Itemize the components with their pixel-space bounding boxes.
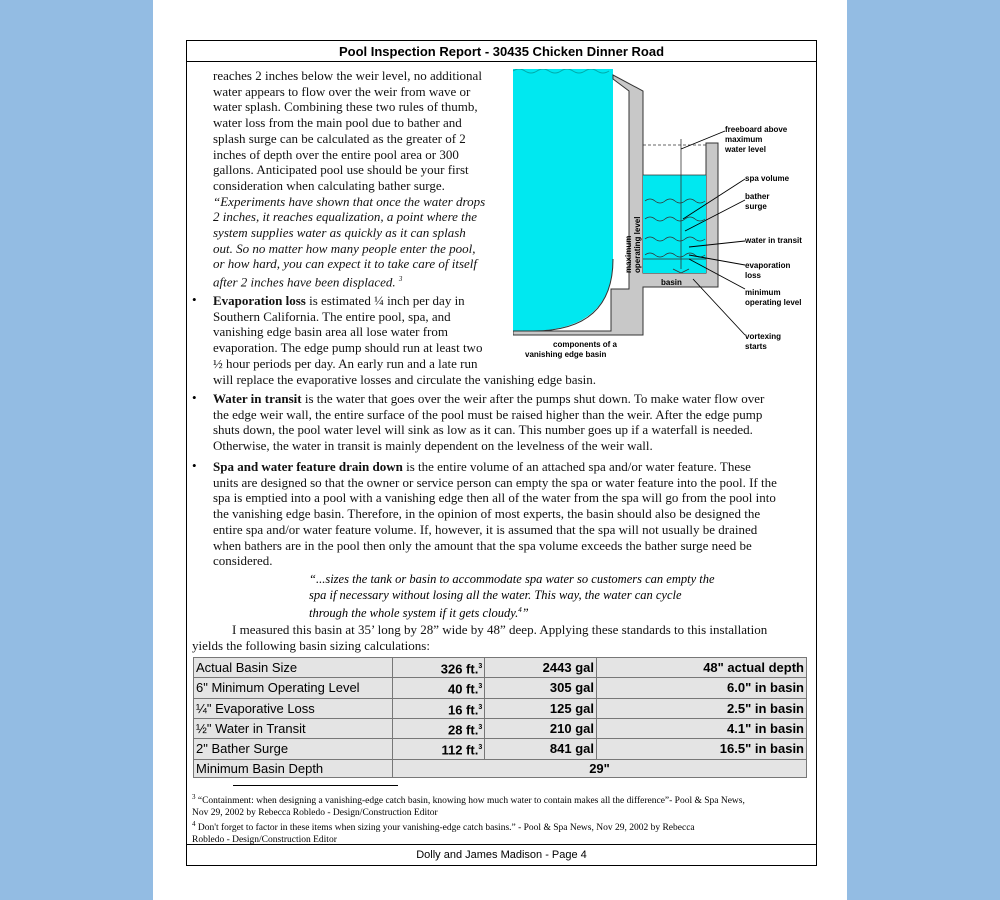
components-label: components of a vanishing edge basin [525,340,618,359]
table-row [194,678,807,698]
report-header: Pool Inspection Report - 30435 Chicken Dinner Road [187,41,816,62]
spa-quote [309,572,779,622]
footnote-ref: 4 [518,606,522,614]
vanishing-edge-basin-diagram [513,69,811,361]
vortexing-label: vortexing starts [745,332,782,351]
text-line: water loss from the main pool due to bather and [213,115,462,131]
text-line: vanishing edge basin area all lose water from [213,324,448,340]
row-label: ¼" Evaporative Loss [194,698,393,718]
measurement-paragraph [192,622,812,653]
footnote-text: “Containment: when designing a vanishing-edge catch basin, knowing how much water to contain makes all the difference”- Pool & Spa News, [197,796,745,807]
depth-cell: 2.5" in basin [597,698,807,718]
row-label: Actual Basin Size [194,658,393,678]
cube-superscript: 3 [478,703,483,711]
footnote-ref: 3 [398,275,403,284]
footnote-3 [192,792,810,808]
text-line: inches of depth over the entire pool area or 300 [213,146,459,162]
footnote-text: Robledo - Design/Construction Editor [192,834,337,845]
basin-label: basin [661,278,682,287]
footnote-number: 3 [192,793,196,801]
volume-value: 40 ft. [447,681,479,697]
gallons-cell: 841 gal [485,739,597,759]
volume-value: 112 ft. [441,742,479,758]
text-line: Otherwise, the water in transit is mainly dependent on the levelness of the weir wall. [213,438,653,454]
footnote-4 [192,819,810,835]
volume-cell [393,678,485,698]
footnote-text: Nov 29, 2002 by Rebecca Robledo - Design/Construction Editor [192,807,438,818]
quote-line: system supplies water as quickly as it can splash [213,225,466,241]
text-line [213,391,813,407]
pool-water [513,69,613,331]
basin-water [643,175,706,273]
basin-sizing-table [193,657,807,778]
quote-line: “...sizes the tank or basin to accommodate spa water so customers can empty the [309,572,715,586]
volume-cell [393,739,485,759]
cube-superscript: 3 [478,663,483,670]
text-line: reaches 2 inches below the weir level, no additional [213,68,482,83]
quote-line: out. So no matter how many people enter the pool, [213,240,476,256]
transit-paragraph [213,391,813,454]
text-line: entire spa and/or water feature volume. If, however, it is assumed that the spa will not usually be drained [213,521,758,537]
footnote-number: 4 [192,820,196,829]
cube-superscript: 3 [478,683,483,691]
text-run: is the water that goes over the weir after the pumps shut down. To make water flow over [301,391,765,406]
volume-cell [393,698,485,718]
text-line: gallons. Anticipated pool use should be your first [213,162,469,178]
footnote-text: Don't forget to factor in these items when sizing your vanishing-edge catch basins.” - Pool & Spa News, Nov 29, 2002 by Rebecca [195,823,695,834]
text-line: evaporation. The edge pump should run at least two [213,340,483,356]
text-line: yields the following basin sizing calculations: [192,637,430,653]
spa-title: Spa and water feature drain down [213,459,403,474]
text-line: shuts down, the pool water level will sink as low as it can. This number goes up if a waterfall is needed. [213,422,753,438]
gallons-cell: 2443 gal [485,658,597,678]
freeboard-label: freeboard above maximum water level [725,125,788,154]
text-line: when bathers are in the pool then only the amount that the spa volume exceeds the bather surge need be [213,537,752,553]
text-line: the edge weir wall, the entire surface of the pool must be raised higher than the weir. After the edge pump [213,406,763,422]
text-line: Southern California. The entire pool, spa, and [213,308,451,324]
text-line: I measured this basin at 35’ long by 28” wide by 48” deep. Applying these standards to this installation [232,622,768,637]
text-line: ½ hour periods per day. An early run and a late run [213,355,478,371]
cube-superscript: 3 [478,723,483,731]
quote-line: “Experiments have shown that once the water drops [213,193,486,209]
depth-cell: 6.0" in basin [597,678,807,698]
bullet-icon: • [192,292,197,307]
text-line: will replace the evaporative losses and circulate the vanishing edge basin. [213,371,596,387]
text-line: water appears to flow over the weir from wave or [213,83,471,99]
table-row [194,658,807,678]
quote-text: after 2 inches have been displaced. [213,274,396,290]
gallons-cell: 210 gal [485,718,597,738]
depth-cell: 48" actual depth [597,658,807,678]
row-label: Minimum Basin Depth [194,759,393,777]
text-line: splash surge can be calculated as the greater of 2 [213,130,466,146]
evaporation-title: Evaporation loss [213,293,306,308]
table-row [194,718,807,738]
depth-cell: 16.5" in basin [597,739,807,759]
quote-line: or how hard, you can expect it to take care of itself [213,256,478,272]
gallons-cell: 305 gal [485,678,597,698]
text-line: consideration when calculating bather surge. [213,177,445,193]
row-label: ½" Water in Transit [194,718,393,738]
bullet-icon: • [192,390,197,405]
page-footer: Dolly and James Madison - Page 4 [187,844,816,865]
spa-volume-label: spa volume [745,174,790,183]
cube-superscript: 3 [478,744,483,752]
transit-title: Water in transit [213,391,302,406]
bather-surge-label: bather surge [745,192,770,211]
quote-line: 2 inches, it reaches equalization, a point where the [213,209,478,225]
text-line: considered. [213,553,273,569]
footnote-separator [233,785,398,786]
text-line [213,459,813,475]
row-label: 6" Minimum Operating Level [194,678,393,698]
volume-value: 326 ft. [440,661,479,677]
volume-cell [393,718,485,738]
quote-text: through the whole system if it gets cloudy. [309,606,519,621]
volume-value: 16 ft. [447,701,479,717]
bullet-icon: • [192,458,197,473]
quote-line: through the whole system if it gets cloudy.$^4$” [309,606,529,621]
page-frame [186,40,817,866]
transit-label: water in transit [745,236,802,245]
max-operating-label: maximumoperating level [624,216,642,273]
volume-value: 28 ft. [447,722,479,738]
intro-paragraph [213,68,513,290]
spa-paragraph [213,459,813,569]
footnotes [192,792,810,846]
text-run: is the entire volume of an attached spa and/or water feature. These [402,459,751,474]
gallons-cell: 125 gal [485,698,597,718]
minimum-level-label: minimum operating level [745,288,802,307]
text-run: is estimated ¼ inch per day in [305,293,465,308]
row-label: 2" Bather Surge [194,739,393,759]
document-page [153,0,847,900]
text-line: spa is emptied into a pool with a vanishing edge then all of the water from the spa will go from the pool into [213,490,776,506]
depth-cell: 4.1" in basin [597,718,807,738]
table-row [194,698,807,718]
minimum-depth-value: 29" [393,759,807,777]
quote-line: spa if necessary without losing all the water. This way, the water can cycle [309,587,682,602]
text-line: water splash. Combining these two rules of thumb, [213,99,478,115]
volume-cell [393,658,485,678]
table-row-total [194,759,807,777]
table-row [194,739,807,759]
evaporation-label: evaporation loss [745,261,791,280]
quote-line [213,272,513,290]
text-line: the vanishing edge basin. Therefore, in the opinion of most experts, the basin should also be designed the [213,506,761,522]
text-line: units are designed so that the owner or service person can empty the spa or water feature into the pool. If the [213,474,777,490]
